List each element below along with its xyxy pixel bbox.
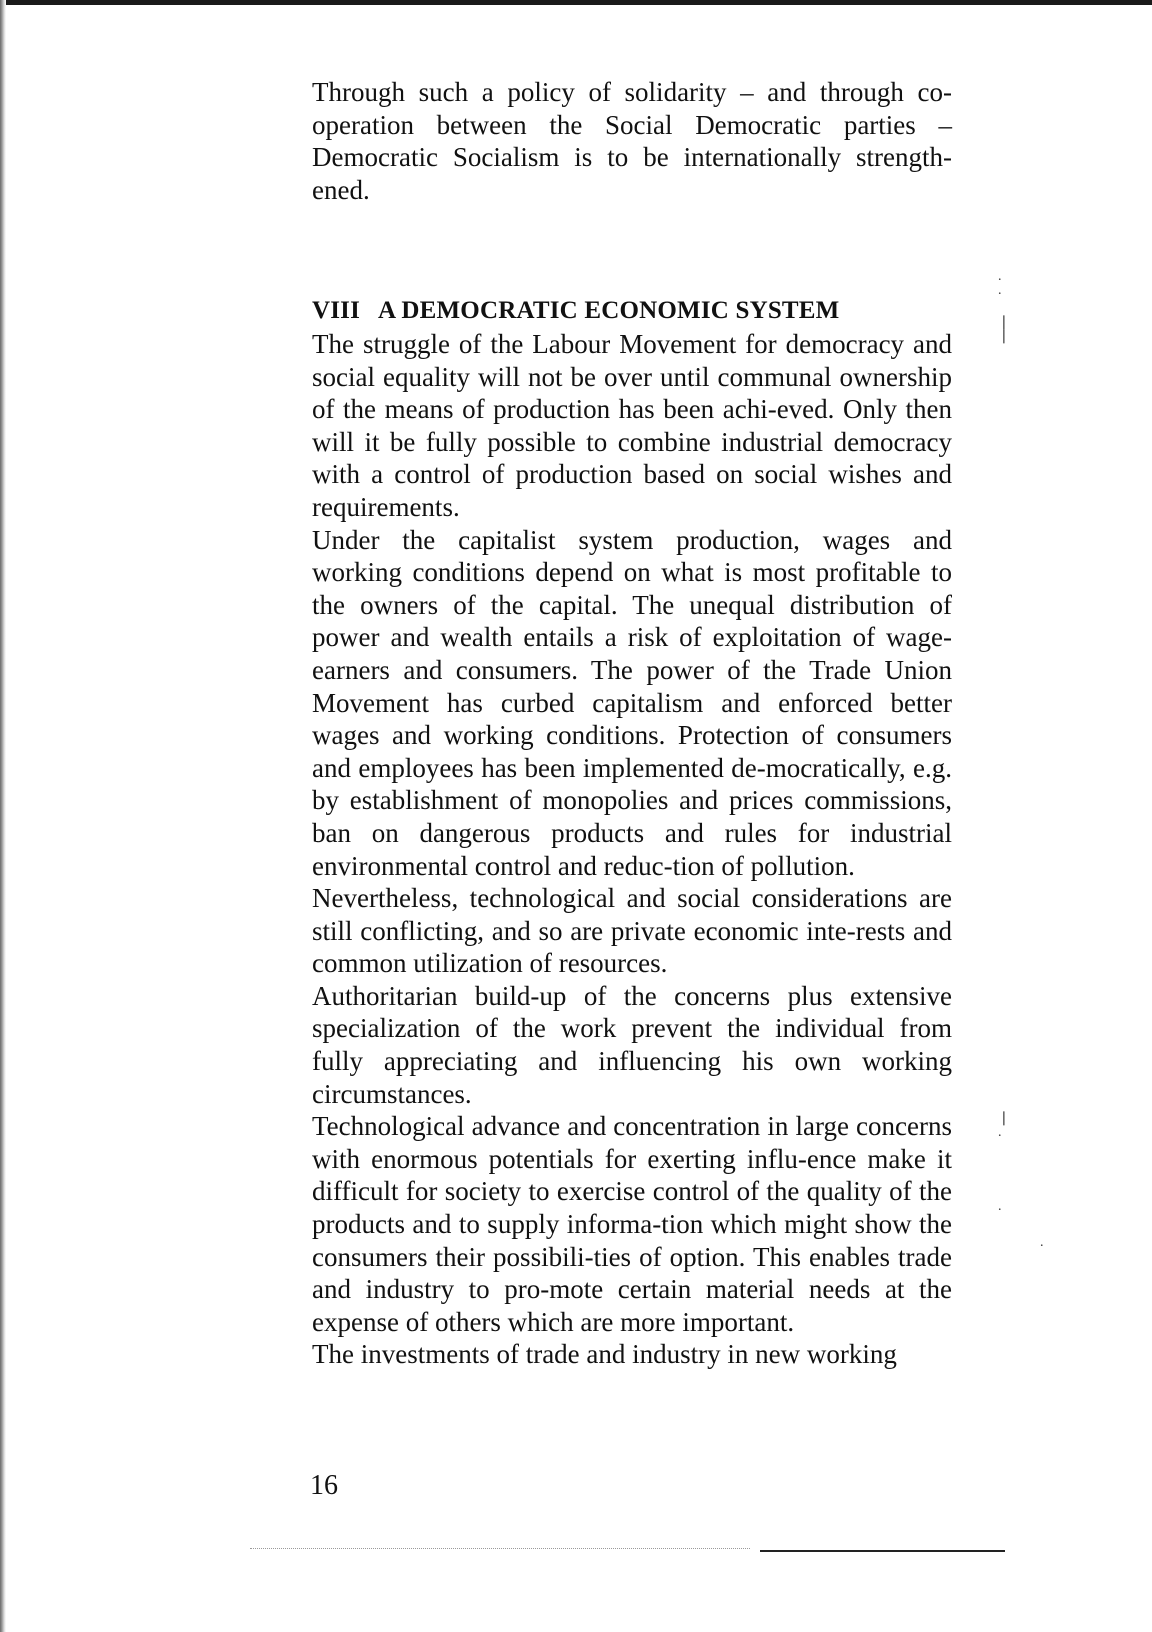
intro-block — [312, 76, 952, 206]
body-paragraph: Authoritarian build-up of the concerns plus extensive specialization of the work prevent the individual from fully appreciating and influencing his own working circumstances. — [312, 980, 952, 1109]
footer-rule — [760, 1550, 1005, 1552]
intro-paragraph: Through such a policy of solidarity – and through co-operation between the Social Democratic parties – Democratic Socialism is to be internationally strength-ened. — [312, 77, 952, 205]
scan-noise-mark: . — [1040, 1235, 1044, 1250]
scan-noise-mark: . — [998, 1199, 1002, 1214]
body-paragraph: The investments of trade and industry in new working — [312, 1339, 897, 1370]
scan-edge-top — [0, 0, 1152, 5]
page-number: 16 — [310, 1470, 338, 1501]
body-paragraph: The struggle of the Labour Movement for democracy and social equality will not be over until communal ownership of the means of production has been achi-eved. Only then will it be fully possible to combine industrial democracy with a control of production based on social wishes and requirements. — [312, 329, 952, 522]
section-block — [312, 294, 952, 1371]
body-paragraph: Nevertheless, technological and social considerations are still conflicting, and so are private economic inte-rests and common utilization of resources. — [312, 883, 952, 979]
section-title: A DEMOCRATIC ECONOMIC SYSTEM — [378, 297, 840, 324]
body-paragraph: Under the capitalist system production, wages and working conditions depend on what is most profitable to the owners of the capital. The unequal distribution of power and wealth entails a risk of exploitation of wage-earners and consumers. The power of the Trade Union Movement has curbed capitalism and enforced better wages and working conditions. Protection of consumers and employees has been implemented de-mocratically, e.g. by establishment of monopolies and prices commissions, ban on dangerous products and rules for industrial environmental control and reduc-tion of pollution. — [312, 524, 952, 881]
scan-noise-mark: ❘ . — [998, 1111, 1010, 1140]
body-paragraph: Technological advance and concentration in large concerns with enormous potentials for exerting influ-ence make it difficult for society to exercise control of the quality of the products and to supply informa-tion which might show the consumers their possibili-ties of option. This enables trade and industry to pro-mote certain material needs at the expense of others which are more important. — [312, 1111, 952, 1337]
footer-dotted-line — [250, 1548, 750, 1550]
section-heading — [312, 294, 952, 328]
section-number: VIII — [312, 297, 361, 324]
scan-noise-mark: ❘ ❘ — [998, 315, 1010, 344]
scan-edge-left — [0, 0, 6, 1632]
scan-noise-mark: . . — [998, 269, 1002, 298]
